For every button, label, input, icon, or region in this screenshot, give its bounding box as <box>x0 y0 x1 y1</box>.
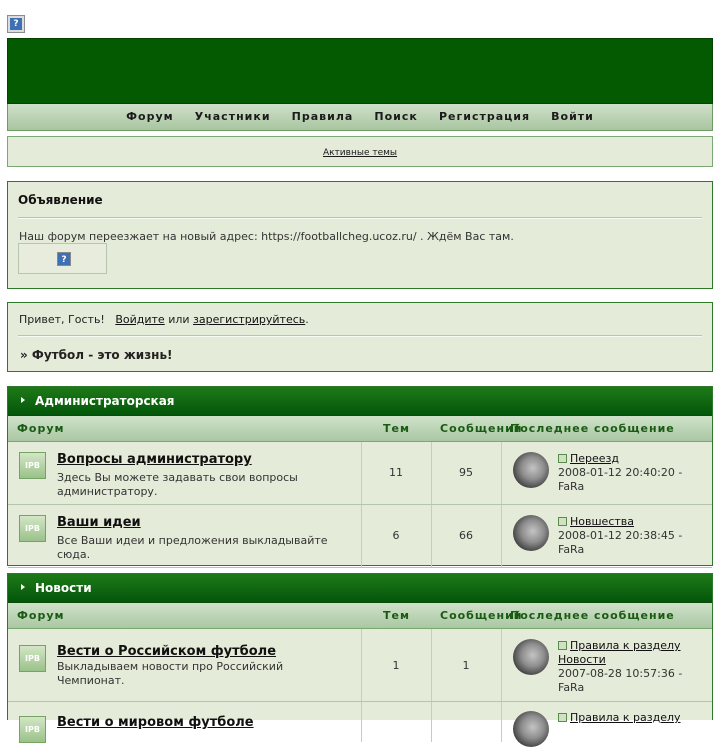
divider <box>501 629 502 701</box>
last-post-user: FaRa <box>558 480 585 493</box>
forum-title-link[interactable]: Вести о мировом футболе <box>57 715 254 730</box>
forum-row <box>8 629 712 702</box>
post-icon <box>558 641 567 650</box>
post-icon <box>558 454 567 463</box>
avatar[interactable] <box>513 711 549 747</box>
last-post-user: FaRa <box>558 543 585 556</box>
nav-rules[interactable]: Правила <box>291 110 354 123</box>
divider <box>431 505 432 567</box>
last-post-date: 2007-08-28 10:57:36 - <box>558 667 683 680</box>
forum-status-icon: IPB <box>19 452 46 479</box>
forum-title-link[interactable]: Ваши идеи <box>57 515 141 530</box>
last-post-link[interactable]: Переезд <box>570 452 620 465</box>
divider <box>431 702 432 742</box>
announcement-text: Наш форум переезжает на новый адрес: https://footballcheg.ucoz.ru/ . Ждём Вас там. <box>19 230 514 243</box>
nav-login[interactable]: Войти <box>551 110 594 123</box>
last-post-date: 2008-01-12 20:40:20 - <box>558 466 683 479</box>
category-admin <box>7 386 713 566</box>
post-icon <box>558 713 567 722</box>
divider <box>501 442 502 504</box>
category-news <box>7 573 713 734</box>
col-last: Последнее сообщение <box>510 422 675 435</box>
col-forum: Форум <box>17 422 65 435</box>
guest-dot: . <box>305 313 309 326</box>
nav-register[interactable]: Регистрация <box>438 110 531 123</box>
col-forum: Форум <box>17 609 65 622</box>
divider <box>361 442 362 504</box>
active-topics-bar <box>7 136 713 167</box>
last-post-info <box>558 452 698 494</box>
divider <box>361 505 362 567</box>
login-link[interactable]: Войдите <box>115 313 165 326</box>
last-post-link[interactable]: Новшества <box>570 515 634 528</box>
col-topics: Тем <box>383 422 410 435</box>
category-header[interactable] <box>8 574 712 603</box>
col-topics: Тем <box>383 609 410 622</box>
nav-forum[interactable]: Форум <box>126 110 174 123</box>
avatar[interactable] <box>513 515 549 551</box>
divider <box>431 629 432 701</box>
column-header <box>8 603 712 629</box>
category-header[interactable] <box>8 387 712 416</box>
active-topics-link[interactable]: Активные темы <box>322 148 398 158</box>
divider <box>18 335 702 337</box>
posts-count: 95 <box>459 466 473 479</box>
posts-count: 66 <box>459 529 473 542</box>
divider <box>431 442 432 504</box>
category-title: Администраторская <box>35 394 175 408</box>
last-post-link[interactable]: Правила к разделу Новости <box>558 639 681 666</box>
col-last: Последнее сообщение <box>510 609 675 622</box>
guest-box <box>7 302 713 372</box>
broken-image-icon: ? <box>7 15 25 33</box>
forum-status-icon: IPB <box>19 515 46 542</box>
forum-row <box>8 505 712 568</box>
category-title: Новости <box>35 581 92 595</box>
forum-status-icon: IPB <box>19 716 46 743</box>
forum-row <box>8 702 712 742</box>
last-post-link[interactable]: Правила к разделу <box>570 711 681 724</box>
last-post-info <box>558 711 698 725</box>
guest-greeting-line <box>19 313 309 326</box>
divider <box>18 217 702 219</box>
main-nav <box>7 104 713 131</box>
header-banner <box>7 38 713 104</box>
divider <box>361 629 362 701</box>
forum-description: Выкладываем новости про Российский Чемпионат. <box>57 660 284 687</box>
last-post-date: 2008-01-12 20:38:45 - <box>558 529 683 542</box>
last-post-info <box>558 639 698 695</box>
collapse-arrow-icon[interactable] <box>21 397 25 403</box>
col-posts: Сообщений <box>440 422 523 435</box>
forum-description: Все Ваши идеи и предложения выкладывайте сюда. <box>57 534 328 561</box>
last-post-info <box>558 515 698 557</box>
collapse-arrow-icon[interactable] <box>21 584 25 590</box>
breadcrumb: » Футбол - это жизнь! <box>20 348 173 362</box>
announcement-box <box>7 181 713 289</box>
col-posts: Сообщений <box>440 609 523 622</box>
divider <box>501 505 502 567</box>
announcement-image <box>18 243 107 274</box>
register-link[interactable]: зарегистрируйтесь <box>193 313 306 326</box>
announcement-title: Объявление <box>18 193 103 207</box>
topics-count: 11 <box>389 466 403 479</box>
column-header <box>8 416 712 442</box>
forum-description: Здесь Вы можете задавать свои вопросы администратору. <box>57 471 298 498</box>
forum-row <box>8 442 712 505</box>
topics-count: 1 <box>392 659 400 672</box>
divider <box>361 702 362 742</box>
forum-title-link[interactable]: Вести о Российском футболе <box>57 644 277 659</box>
broken-image-icon: ? <box>57 252 71 266</box>
nav-members[interactable]: Участники <box>194 110 271 123</box>
post-icon <box>558 517 567 526</box>
avatar[interactable] <box>513 452 549 488</box>
forum-status-icon: IPB <box>19 645 46 672</box>
forum-title-link[interactable]: Вопросы администратору <box>57 452 252 467</box>
divider <box>501 702 502 742</box>
last-post-user: FaRa <box>558 681 585 694</box>
guest-greeting: Привет, Гость! <box>19 313 105 326</box>
posts-count: 1 <box>462 659 470 672</box>
guest-or: или <box>168 313 190 326</box>
topics-count: 6 <box>392 529 400 542</box>
nav-search[interactable]: Поиск <box>374 110 418 123</box>
avatar[interactable] <box>513 639 549 675</box>
